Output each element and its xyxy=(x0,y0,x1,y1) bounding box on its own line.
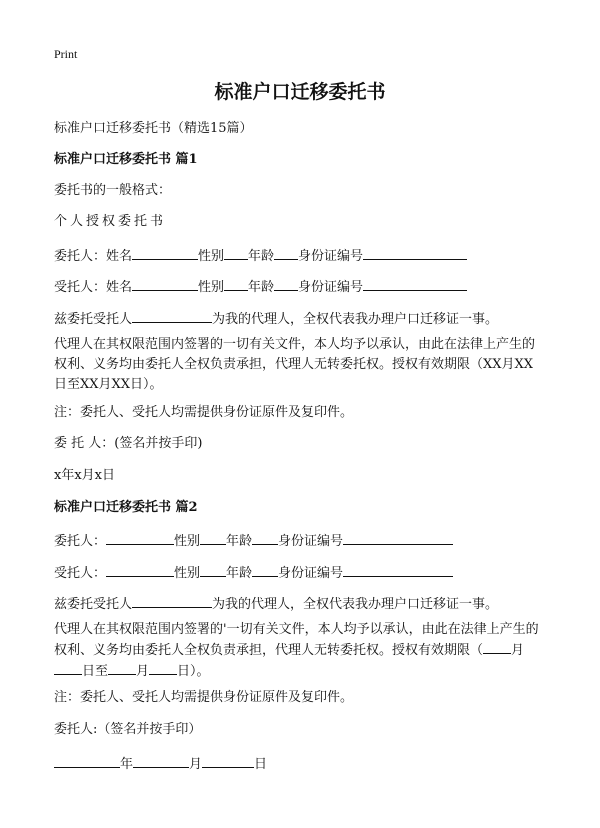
section2-entrust-row xyxy=(54,594,498,613)
s2-agent-name-blank[interactable] xyxy=(106,563,174,577)
agent-id-label: 身份证编号 xyxy=(298,280,364,295)
s2-agent-age-label: 年龄 xyxy=(226,566,253,581)
section1-note: 注：委托人、受托人均需提供身份证原件及复印件。 xyxy=(54,405,354,420)
section1-agent-row xyxy=(54,277,467,296)
section1-signature: 委 托 人：(签名并按手印) xyxy=(54,436,203,451)
s2-entrust-post: 为我的代理人，全权代表我办理户口迁移证一事。 xyxy=(212,597,499,612)
section2-principal-row xyxy=(54,531,453,550)
agent-gender-label: 性别 xyxy=(198,280,225,295)
principal-gender-blank[interactable] xyxy=(224,246,248,260)
s2-date-month-blank[interactable] xyxy=(133,754,189,768)
agent-gender-blank[interactable] xyxy=(224,277,248,291)
agent-age-blank[interactable] xyxy=(274,277,298,291)
s2-agent-label: 受托人： xyxy=(54,566,107,581)
principal-id-blank[interactable] xyxy=(363,246,467,260)
s2-agent-id-label: 身份证编号 xyxy=(278,566,344,581)
section2-agent-row xyxy=(54,563,453,582)
s2-entrust-pre: 兹委托受托人 xyxy=(54,597,133,612)
s2-entrust-agent-blank[interactable] xyxy=(132,594,212,608)
section1-form-title: 个人授权委托书 xyxy=(54,214,167,229)
principal-gender-label: 性别 xyxy=(198,249,225,264)
section1-date: x年x月x日 xyxy=(54,468,115,483)
document-title: 标准户口迁移委托书 xyxy=(214,81,386,103)
agent-label: 受托人：姓名 xyxy=(54,280,133,295)
s2-body-month-blank[interactable] xyxy=(483,640,511,654)
section1-entrust-row xyxy=(54,309,498,328)
principal-name-blank[interactable] xyxy=(132,246,198,260)
s2-agent-gender-blank[interactable] xyxy=(200,563,226,577)
section2-date-row xyxy=(54,754,267,773)
section1-body: 代理人在其权限范围内签署的一切有关文件，本人均予以承认，由此在法律上产生的权利、义务均由委托人全权负责承担，代理人无转委托权。授权有效期限（XX月XX日至XX月XX日）。 xyxy=(54,337,536,392)
s2-body-end: 日）。 xyxy=(177,664,210,679)
agent-id-blank[interactable] xyxy=(363,277,467,291)
document-subtitle: 标准户口迁移委托书（精选15篇） xyxy=(54,121,253,136)
section1-heading: 标准户口迁移委托书 篇1 xyxy=(54,152,198,167)
principal-age-label: 年龄 xyxy=(248,249,275,264)
s2-body-month: 月 xyxy=(511,643,525,658)
principal-age-blank[interactable] xyxy=(274,246,298,260)
s2-principal-name-blank[interactable] xyxy=(106,531,174,545)
s2-agent-age-blank[interactable] xyxy=(252,563,278,577)
s2-date-year-blank[interactable] xyxy=(54,754,120,768)
principal-label: 委托人：姓名 xyxy=(54,249,133,264)
s2-body-day-blank[interactable] xyxy=(54,661,82,675)
s2-date-day-blank[interactable] xyxy=(202,754,254,768)
s2-agent-id-blank[interactable] xyxy=(343,563,453,577)
s2-principal-id-blank[interactable] xyxy=(343,531,453,545)
s2-date-day: 日 xyxy=(254,757,268,772)
s2-principal-gender-label: 性别 xyxy=(174,534,201,549)
agent-age-label: 年龄 xyxy=(248,280,275,295)
section1-principal-row xyxy=(54,246,467,265)
principal-id-label: 身份证编号 xyxy=(298,249,364,264)
s2-agent-gender-label: 性别 xyxy=(174,566,201,581)
entrust-agent-blank[interactable] xyxy=(132,309,212,323)
s2-date-month: 月 xyxy=(189,757,203,772)
s2-body-start: 代理人在其权限范围内签署的'一切有关文件，本人均予以承认，由此在法律上产生的权利、义务均由委托人全权负责承担，代理人无转委托权。授权有效期限（ xyxy=(54,622,539,658)
section2-heading: 标准户口迁移委托书 篇2 xyxy=(54,500,198,515)
s2-principal-id-label: 身份证编号 xyxy=(278,534,344,549)
section1-intro: 委托书的一般格式： xyxy=(54,183,172,198)
entrust-post: 为我的代理人，全权代表我办理户口迁移证一事。 xyxy=(212,312,499,327)
s2-body-day2-blank[interactable] xyxy=(149,661,177,675)
section2-body xyxy=(54,620,546,682)
s2-body-day-to: 日至 xyxy=(82,664,109,679)
s2-principal-gender-blank[interactable] xyxy=(200,531,226,545)
section2-note: 注：委托人、受托人均需提供身份证原件及复印件。 xyxy=(54,690,354,705)
agent-name-blank[interactable] xyxy=(132,277,198,291)
section2-signature: 委托人:（签名并按手印） xyxy=(54,722,202,737)
s2-body-month2: 月 xyxy=(136,664,150,679)
print-label: Print xyxy=(54,47,78,61)
s2-principal-label: 委托人： xyxy=(54,534,107,549)
s2-body-month2-blank[interactable] xyxy=(108,661,136,675)
s2-principal-age-blank[interactable] xyxy=(252,531,278,545)
entrust-pre: 兹委托受托人 xyxy=(54,312,133,327)
s2-date-year: 年 xyxy=(120,757,134,772)
s2-principal-age-label: 年龄 xyxy=(226,534,253,549)
